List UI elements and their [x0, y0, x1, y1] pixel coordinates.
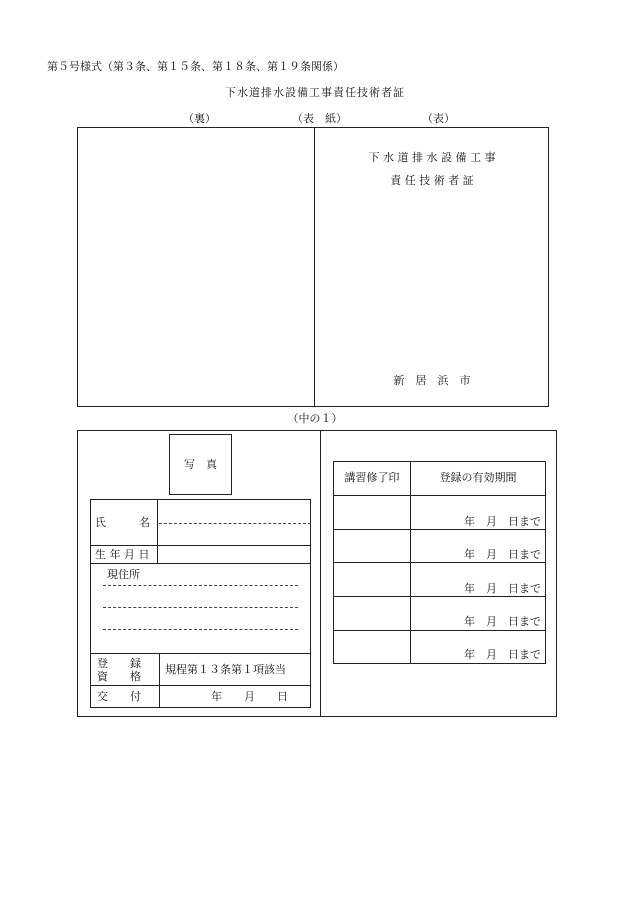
- training-header-stamp: 講習修了印: [344, 471, 400, 484]
- form-number: 第５号様式（第３条、第１５条、第１８条、第１９条関係）: [47, 60, 344, 73]
- issue-label: 交 付: [97, 690, 141, 703]
- reg-value: 規程第１３条第１項該当: [165, 663, 286, 676]
- address-label: 現住所: [107, 568, 140, 581]
- row-divider: [334, 562, 545, 563]
- training-table: [333, 461, 546, 664]
- validity-period: 年 月 日まで: [464, 515, 541, 528]
- cover-front-line1: 下 水 道 排 水 設 備 工 事: [368, 151, 496, 164]
- reg-label-top: 登 録: [97, 657, 141, 670]
- label-back: （裏）: [183, 112, 216, 125]
- inner-label: （中の１）: [287, 412, 343, 425]
- cover-box: [77, 127, 549, 407]
- inner-divider: [320, 431, 321, 716]
- row-divider: [334, 529, 545, 530]
- validity-period: 年 月 日まで: [464, 582, 541, 595]
- reg-col-divider: [159, 653, 160, 707]
- validity-period: 年 月 日まで: [464, 648, 541, 661]
- cover-divider: [314, 128, 315, 406]
- row-divider: [334, 495, 545, 496]
- page-title: 下水道排水設備工事責任技術者証: [225, 86, 405, 99]
- name-label: 氏 名: [95, 516, 150, 529]
- address-line-3[interactable]: [103, 629, 298, 630]
- birth-label: 生 年 月 日: [95, 548, 150, 561]
- row-divider: [91, 545, 310, 546]
- birth-col-divider: [157, 545, 158, 563]
- row-divider: [91, 653, 310, 654]
- validity-period: 年 月 日まで: [464, 548, 541, 561]
- issuer-name: 新 居 浜 市: [393, 374, 471, 387]
- row-divider: [334, 596, 545, 597]
- reg-label-bottom: 資 格: [97, 670, 141, 683]
- name-field[interactable]: [159, 523, 311, 524]
- personal-info-table: [90, 499, 311, 708]
- address-line-1[interactable]: [103, 585, 298, 586]
- name-col-divider: [157, 500, 158, 545]
- address-line-2[interactable]: [103, 607, 298, 608]
- photo-box: [169, 434, 232, 495]
- label-cover: （表 紙）: [292, 112, 347, 125]
- label-front: （表）: [422, 112, 455, 125]
- row-divider: [334, 630, 545, 631]
- issue-date: 年 月 日: [211, 690, 288, 703]
- row-divider: [91, 685, 310, 686]
- inner-box: [77, 430, 557, 717]
- row-divider: [91, 563, 310, 564]
- cover-front-line2: 責 任 技 術 者 証: [390, 174, 474, 187]
- training-header-period: 登録の有効期間: [439, 471, 517, 484]
- validity-period: 年 月 日まで: [464, 615, 541, 628]
- photo-label: 写 真: [184, 458, 217, 471]
